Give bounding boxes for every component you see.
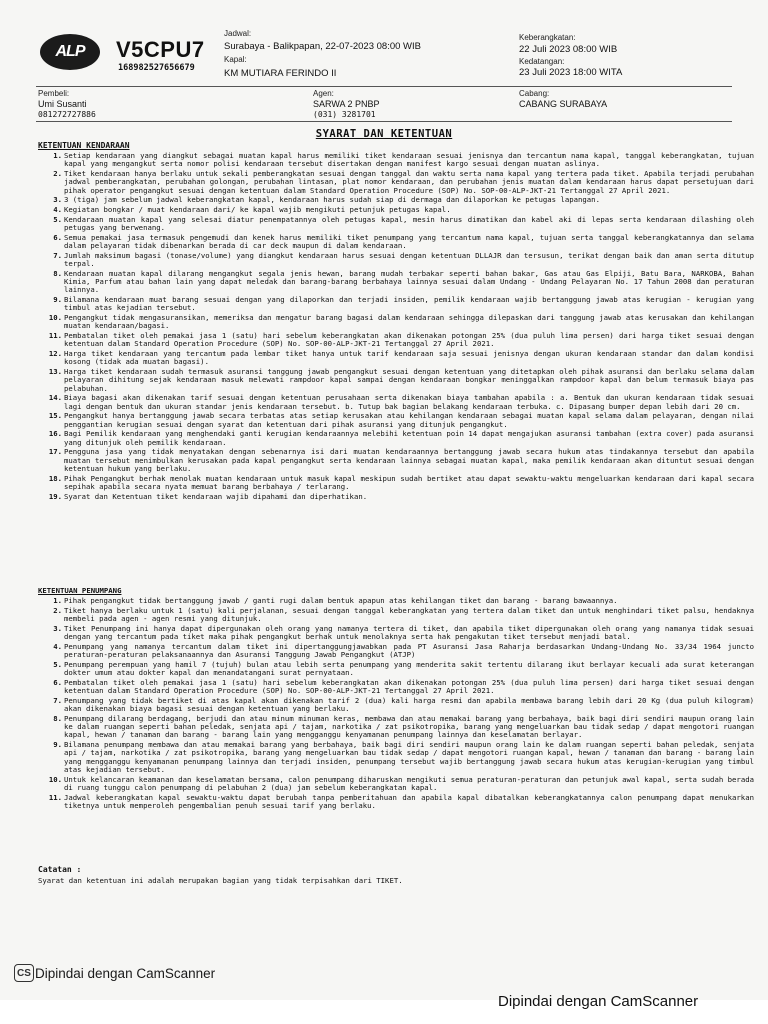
term-text: Kegiatan bongkar / muat kendaraan dari/ ke kapal wajib mengikuti petunjuk petugas kapal. bbox=[64, 205, 451, 214]
term-number: 8. bbox=[53, 268, 62, 278]
term-number: 5. bbox=[53, 214, 62, 224]
camscanner-icon: CS bbox=[14, 964, 34, 982]
term-text: Pembatalan tiket oleh pemakai jasa 1 (satu) hari sebelum keberangkatan akan dikenakan potongan 25% (dua puluh lima persen) dari harga tiket sesuai dengan ketentuan dalam Standard Operation Procedure (SOP) No. SOP-00-ALP-JKT-21 Tertanggal 27 April 2021. bbox=[64, 331, 754, 349]
term-item bbox=[53, 151, 754, 169]
term-text: Setiap kendaraan yang diangkut sebagai muatan kapal harus memiliki tiket kendaraan sesuai jenisnya dan tercantum nama kapal, tanggal keberangkatan, tujuan kapal yang mengangkut serta nomor polisi kendaraan tersebut disertakan dengan manifest kargo sesuai dengan muatan aslinya. bbox=[64, 151, 754, 169]
term-item bbox=[53, 713, 754, 740]
term-text: Untuk kelancaran keamanan dan keselamatan bersama, calon penumpang diharuskan mengikuti semua peraturan-peraturan dan petunjuk awal kapal, serta sudah berada di ruang tunggu calon penumpang di pelabuhan 2 (dua) jam sebelum keberangkatan kapal. bbox=[64, 774, 754, 793]
term-number: 8. bbox=[53, 713, 62, 723]
term-item bbox=[53, 677, 754, 696]
terms-title: SYARAT DAN KETENTUAN bbox=[315, 128, 453, 140]
alp-logo bbox=[40, 34, 100, 70]
term-text: Syarat dan Ketentuan tiket kendaraan wajib dipahami dan diperhatikan. bbox=[64, 491, 368, 501]
term-text: Pihak Pengangkut berhak menolak muatan kendaraan untuk masuk kapal meskipun sudah bertiket atau dapat sewaktu-waktu mengeluarkan kendaraan dari kapal secara sepihak apabila secara nyata memuat barang berbahaya / terlarang. bbox=[64, 473, 754, 492]
term-text: Kendaraan muatan kapal yang selesai diatur penempatannya oleh petugas kapal, mesin harus dimatikan dan kabel aki di lepas serta kendaraan dilashing oleh petugas yang berwenang. bbox=[64, 214, 754, 232]
term-number: 15. bbox=[48, 411, 62, 421]
term-item bbox=[53, 659, 754, 678]
term-text: Bilamana penumpang membawa dan atau memakai barang yang berbahaya, baik bagi diri sendiri maupun orang lain ke dalam ruangan seperti bahan peledak, senjata api / tajam, narkotika / zat psikotropika, barang yang mengeluarkan bau tidak sedap / dapat mengotori ruangan kapal, hewan / tanaman dan barang - barang lain yang mengganggu kenyamanan penumpang lainnya dan terjadi insiden, penumpang tersebut wajib bertanggung jawab secara hukum atas kerugian-kerugian yang timbul atas kejadian tersebut. bbox=[64, 740, 754, 775]
term-text: Pengangkut hanya bertanggung jawab secara terbatas atas setiap kerusakan atau kehilangan kendaraan sebagai muatan kapal selama dalam pelayaran, dengan nilai penggantian kerugian sesuai dengan syarat dan ketentuan dari pihak asuransi yang ditunjuk pengangkut. bbox=[64, 411, 754, 429]
term-item bbox=[48, 447, 754, 474]
term-text: 3 (tiga) jam sebelum jadwal keberangkatan kapal, kendaraan harus sudah siap di dermaga dan dilaporkan ke petugas lapangan. bbox=[64, 195, 600, 205]
term-item bbox=[48, 792, 754, 811]
term-text: Pembatalan tiket oleh pemakai jasa 1 (satu) hari sebelum keberangkatan akan dikenakan potongan 25% (dua puluh lima persen) dari harga tiket sesuai dengan ketentuan dalam Standard Operation Procedure (SOP) No. SOP-00-ALP-JKT-21 Tertanggal 27 April 2021. bbox=[64, 677, 754, 695]
camscanner-text: Dipindai dengan CamScanner bbox=[35, 965, 216, 981]
term-number: 17. bbox=[48, 447, 62, 457]
term-number: 4. bbox=[53, 205, 62, 214]
term-text: Tiket hanya berlaku untuk 1 (satu) kali perjalanan, sesuai dengan tanggal keberangkatan yang tertera dalam tiket dan untuk menghindari tiket palsu, hendaknya membeli pada agen - agen resmi yang ditunjuk. bbox=[64, 605, 754, 623]
term-number: 2. bbox=[53, 605, 62, 615]
term-item bbox=[53, 250, 754, 269]
term-item bbox=[53, 605, 754, 624]
agen-phone: (031) 3281701 bbox=[313, 110, 376, 119]
term-item bbox=[53, 596, 754, 605]
catatan-text: Syarat dan ketentuan ini adalah merupakan bagian yang tidak terpisahkan dari TIKET. bbox=[38, 876, 403, 885]
term-number: 18. bbox=[48, 473, 62, 483]
term-number: 3. bbox=[53, 195, 62, 205]
term-number: 6. bbox=[53, 232, 62, 242]
term-text: Penumpang yang tidak bertiket di atas kapal akan dikenakan tarif 2 (dua) kali harga resmi dan apabila membawa barang lebih dari 20 Kg (dua puluh kilogram) akan dikenakan biaya bagasi sesuai dengan ketentuan yang berlaku. bbox=[64, 695, 754, 713]
term-number: 5. bbox=[53, 659, 62, 669]
term-number: 7. bbox=[53, 250, 62, 260]
term-item bbox=[53, 205, 754, 214]
term-number: 16. bbox=[48, 429, 62, 439]
agen-name: SARWA 2 PNBP bbox=[313, 99, 380, 109]
term-text: Bagi Pemilik kendaraan yang menghendaki ganti kerugian kendaraannya melebihi ketentuan poin 14 dapat mengajukan asuransi tambahan (extra cover) pada asuransi yang ditunjuk oleh pemilik kendaraan. bbox=[64, 429, 754, 447]
kedatangan-label: Kedatangan: bbox=[519, 57, 565, 66]
keberangkatan-value: 22 Juli 2023 08:00 WIB bbox=[519, 44, 618, 55]
term-text: Semua pemakai jasa termasuk pengemudi dan kenek harus memiliki tiket penumpang yang tercantum nama kapal, tujuan serta tanggal keberangkatannya dan selama dalam pelayaran tidak dibenarkan berada di car deck maupun di dalam kendaraan. bbox=[64, 232, 754, 250]
term-number: 10. bbox=[48, 313, 62, 322]
term-number: 11. bbox=[48, 331, 62, 340]
term-item bbox=[53, 169, 754, 195]
ticket-code: V5CPU7 bbox=[116, 37, 205, 62]
parties-divider bbox=[36, 121, 732, 122]
term-text: Penumpang dilarang berdagang, berjudi dan atau minum minuman keras, membawa dan atau memakai barang yang berbahaya, baik bagi diri sendiri maupun orang lain ke dalam ruangan seperti bahan peledak, senjata api / tajam, narkotika / zat psikotropika, barang yang mengeluarkan bau tidak sedap / dapat mengotori ruangan kapal, hewan / tanaman dan barang - barang lain yang mengganggu kenyamanan penumpang lainnya dan keselamatan berlayar. bbox=[64, 713, 754, 740]
term-text: Biaya bagasi akan dikenakan tarif sesuai dengan ketentuan perusahaan serta dikenakan biaya tambahan apabila : a. Bentuk dan ukuran kendaraan tidak sesuai lagi dengan bentuk dan ukuran standar jenis kendaraan tersebut. b. Tutup bak bagian belakang kendaraan terbuka. c. Dipasang bumper depan lebih dari 20 cm. bbox=[64, 393, 754, 411]
term-item bbox=[48, 349, 754, 367]
term-item bbox=[53, 641, 754, 660]
term-item bbox=[53, 214, 754, 233]
term-number: 12. bbox=[48, 349, 62, 358]
term-text: Jumlah maksimum bagasi (tonase/volume) yang diangkut kendaraan harus sesuai dengan ketentuan DLLAJR dan tersusun, terikat dengan baik dan aman serta ditutup terpal. bbox=[64, 250, 754, 268]
term-item bbox=[48, 393, 754, 411]
term-number: 1. bbox=[53, 596, 62, 605]
term-item bbox=[53, 268, 754, 295]
term-text: Pengguna jasa yang tidak menyatakan dengan sebenarnya isi dari muatan kendaraannya bertanggung jawab secara hukum atas tindakannya tersebut dan apabila muatan tersebut menimbulkan kerusakan pada kapal pengangkut serta kendaraan lainnya sebagai muatan kapal, maka pemilik kendaraan akan dituntut sesuai dengan ketentuan hukum yang berlaku. bbox=[64, 447, 754, 474]
term-item bbox=[48, 367, 754, 393]
catatan-heading: Catatan : bbox=[38, 865, 82, 874]
camscanner-footer-text: Dipindai dengan CamScanner bbox=[498, 993, 699, 1010]
term-item bbox=[48, 313, 754, 331]
term-item bbox=[53, 195, 754, 205]
term-text: Harga tiket kendaraan sudah termasuk asuransi tanggung jawab pengangkut sesuai dengan ketentuan yang ditetapkan oleh pihak asuransi dan berlaku selama dalam pelayaran dihitung sejak kendaraan masuk melewati rampdoor kapal sampai dengan kendaraan bongkar meninggalkan rampdoor kapal dan belum termasuk biaya pas pelabuhan. bbox=[64, 367, 754, 393]
term-text: Pengangkut tidak mengasuransikan, memeriksa dan mengatur barang bagasi dalam kendaraan sehingga dilepaskan dari tanggung jawab atas kerusakan dan kehilangan muatan kendaraan/bagasi. bbox=[64, 313, 754, 331]
term-number: 1. bbox=[53, 151, 62, 160]
term-item bbox=[48, 411, 754, 429]
term-item bbox=[48, 491, 754, 501]
term-item bbox=[53, 623, 754, 642]
term-text: Jadwal keberangkatan kapal sewaktu-waktu dapat berubah tanpa pemberitahuan dan apabila kapal dibatalkan keberangkatannya calon penumpang dapat menukarkan tiketnya untuk memperoleh pengembalian penuh sesuai tarif yang berlaku. bbox=[64, 792, 754, 811]
term-item bbox=[53, 232, 754, 251]
header-divider bbox=[36, 86, 732, 87]
term-text: Penumpang yang namanya tercantum dalam tiket ini dipertanggungjawabkan pada PT Asuransi Jasa Raharja berdasarkan Undang-Undang No. 33/34 1964 juncto peraturan-peraturan pelaksanaannya dan Asuransi Tanggung Jawab Pengangkut (ATJP) bbox=[64, 641, 754, 659]
term-text: Harga tiket kendaraan yang tercantum pada lembar tiket hanya untuk tarif kendaraan saja sesuai jenisnya dengan ukuran kendaraan standar dan dalam kondisi kosong (tidak ada muatan bagasi). bbox=[64, 349, 754, 367]
term-number: 10. bbox=[48, 774, 62, 784]
term-text: Bilamana kendaraan muat barang sesuai dengan yang dilaporkan dan terjadi insiden, pemilik kendaraan wajib bertanggung jawab atas kerugian - kerugian yang timbul atas kejadian tersebut. bbox=[64, 295, 754, 313]
agen-label: Agen: bbox=[313, 89, 334, 98]
kendaraan-terms-list bbox=[38, 152, 754, 502]
ticket-number: 168982527656679 bbox=[118, 63, 195, 73]
term-number: 9. bbox=[53, 740, 62, 749]
jadwal-value: Surabaya - Balikpapan, 22-07-2023 08:00 WIB bbox=[224, 41, 421, 52]
kendaraan-heading: KETENTUAN KENDARAAN bbox=[38, 141, 130, 150]
term-number: 9. bbox=[53, 295, 62, 304]
term-item bbox=[48, 774, 754, 793]
term-text: Kendaraan muatan kapal dilarang mengangkut segala jenis hewan, barang mudah terbakar seperti bahan bakar, Gas atau Gas Elpiji, Batu Bara, NARKOBA, Bahan Kimia, Parfum atau bahan lain yang dapat meledak dan barang-barang berbahaya lainnya sesuai dalam Undang - Undang Pelayaran No. 17 Tahun 2008 dan peraturan lainnya. bbox=[64, 268, 754, 295]
term-text: Tiket Penumpang ini hanya dapat dipergunakan oleh orang yang namanya tertera di tiket, dan apabila tiket dipergunakan oleh orang yang namanya tidak sesuai dengan yang tercantum pada tiket maka pihak pengangkut berhak untuk menolaknya serta hak pengakutan tiket tersebut menjadi batal. bbox=[64, 623, 754, 641]
penumpang-terms-list bbox=[38, 597, 754, 812]
camscanner-watermark bbox=[14, 964, 215, 982]
penumpang-heading: KETENTUAN PENUMPANG bbox=[38, 586, 122, 595]
term-text: Penumpang perempuan yang hamil 7 (tujuh) bulan atau lebih serta penumpang yang menderita sakit tertentu dilarang ikut berlayar kecuali ada surat keterangan dokter umum atau dokter kapal dan menandatangani surat pernyataan. bbox=[64, 659, 754, 677]
cabang-value: CABANG SURABAYA bbox=[519, 99, 608, 109]
term-number: 14. bbox=[48, 393, 62, 403]
keberangkatan-label: Keberangkatan: bbox=[519, 33, 576, 42]
cabang-label: Cabang: bbox=[519, 89, 550, 98]
kedatangan-value: 23 Juli 2023 18:00 WITA bbox=[519, 67, 623, 78]
term-item bbox=[53, 740, 754, 775]
pembeli-phone: 081272727886 bbox=[38, 110, 96, 119]
term-number: 6. bbox=[53, 677, 62, 687]
pembeli-label: Pembeli: bbox=[38, 89, 70, 98]
term-number: 7. bbox=[53, 695, 62, 705]
pembeli-name: Umi Susanti bbox=[38, 99, 87, 109]
term-text: Pihak pengangkut tidak bertanggung jawab / ganti rugi dalam bentuk apapun atas kehilangan tiket dan barang - barang bawaannya. bbox=[64, 596, 618, 605]
term-item bbox=[48, 331, 754, 349]
term-item bbox=[48, 473, 754, 492]
term-text: Tiket kendaraan hanya berlaku untuk sekali pemberangkatan sesuai dengan tanggal dan waktu serta nama kapal yang tertera pada tiket. Apabila terjadi perubahan jadwal pemberangkatan, perubahan golongan, perubahan lintasan, plat nomor kendaraan, dan perubahan jenis muatan dalam kendaraan harus dapat persetujuan dari pihak operator pengangkut sesuai dengan ketentuan dalam Standard Operation Procedure (SOP) No. SOP-00-ALP-JKT-21 Tertanggal 27 April 2021. bbox=[64, 169, 754, 195]
kapal-label: Kapal: bbox=[224, 55, 247, 64]
term-item bbox=[48, 429, 754, 447]
term-number: 19. bbox=[48, 491, 62, 501]
term-number: 4. bbox=[53, 641, 62, 651]
term-item bbox=[53, 695, 754, 714]
term-number: 11. bbox=[48, 792, 62, 802]
term-number: 3. bbox=[53, 623, 62, 633]
term-number: 13. bbox=[48, 367, 62, 376]
kapal-value: KM MUTIARA FERINDO II bbox=[224, 68, 337, 79]
jadwal-label: Jadwal: bbox=[224, 29, 252, 38]
term-item bbox=[53, 295, 754, 313]
term-number: 2. bbox=[53, 169, 62, 178]
logo-text: ALP bbox=[55, 43, 85, 60]
